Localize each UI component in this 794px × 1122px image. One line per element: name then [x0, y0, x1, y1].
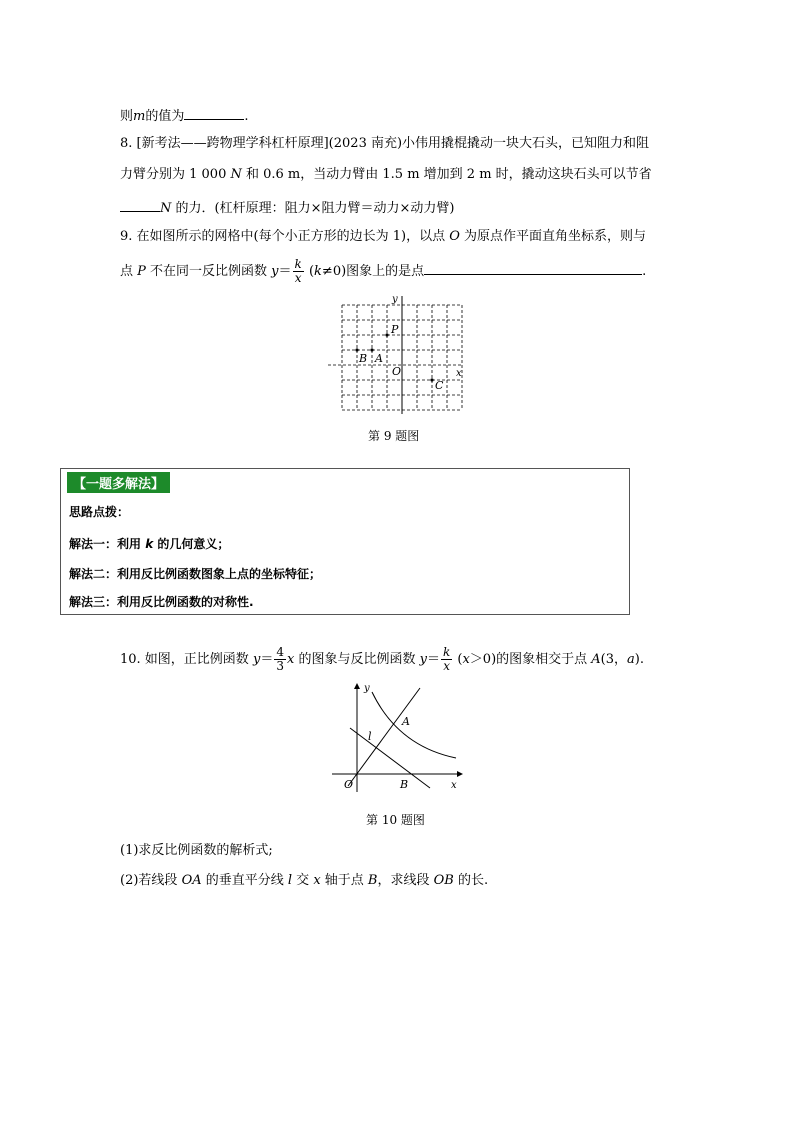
- method-2: 解法二：利用反比例函数图象上点的坐标特征；: [69, 567, 322, 581]
- q10-coord-pre: (3，: [600, 652, 628, 667]
- q9-label-p: P: [391, 323, 399, 336]
- q10-frac1-den: 3: [276, 659, 284, 673]
- q10-sub2-oa: OA: [181, 873, 202, 888]
- method-1-k: k: [145, 537, 154, 551]
- q9-point-b: [355, 348, 358, 351]
- q10-sub2-ob: OB: [433, 873, 454, 888]
- q9-point-a: [370, 348, 373, 351]
- q10-sub2-b: B: [367, 873, 378, 888]
- q10-sub2-end: 的长.: [453, 873, 489, 888]
- q9-frac-den: x: [294, 271, 302, 285]
- q10-coord-post: ).: [634, 652, 644, 667]
- q9-fraction: [293, 258, 304, 285]
- q10-label-x: x: [451, 780, 457, 791]
- q8-answer-blank[interactable]: [120, 197, 160, 212]
- q10-caption: 第 10 题图: [366, 813, 425, 827]
- methods-hint: 思路点拨：: [69, 505, 130, 519]
- q9-label-c: C: [435, 379, 444, 392]
- q8-line2-text2: 和 0.6 m，当动力臂由 1.5 m 增加到 2 m 时，撬动这块石头可以节省: [241, 167, 652, 182]
- q9-answer-blank[interactable]: [424, 260, 642, 275]
- q8-line2: [120, 166, 652, 184]
- method-1-text: 解法一：利用: [69, 537, 146, 551]
- q10-var-y1: y: [252, 652, 261, 667]
- q10-label-a: A: [402, 715, 410, 728]
- q10-figure: [330, 680, 470, 800]
- q9-label-b: B: [359, 352, 368, 365]
- q10-sub2-text4: 轴于点: [320, 873, 368, 888]
- q9-caption: 第 9 题图: [368, 429, 420, 443]
- q10-frac2-den: x: [443, 659, 450, 673]
- q10-cond-x: x: [462, 652, 470, 667]
- q9-text3: 点: [120, 264, 138, 279]
- q9-line2: [120, 258, 646, 285]
- q10-cond-pre: (: [453, 652, 463, 667]
- q9-line1: [120, 228, 646, 246]
- q8-line3: [120, 197, 454, 218]
- q10-line-proportional: [348, 688, 420, 786]
- q10-label-y: y: [364, 683, 370, 694]
- q10-sub2-text1: (2)若线段: [120, 873, 182, 888]
- q9-var-p: P: [137, 264, 146, 279]
- q10-eq1: ＝: [260, 652, 274, 667]
- q10-line-l: [350, 728, 430, 788]
- q9-point-c: [430, 378, 433, 381]
- q10-sub2-x: x: [313, 873, 321, 888]
- q10-text1: 10. 如图，正比例函数: [120, 652, 253, 667]
- q9-var-y: y: [271, 264, 279, 279]
- q10-label-o: O: [344, 778, 354, 791]
- q10-sub2-text2: 的垂直平分线: [201, 873, 288, 888]
- q9-frac-num: k: [294, 257, 302, 271]
- q10-sub2-l: l: [287, 873, 293, 888]
- q7-text: 则: [120, 109, 134, 124]
- q10-sub2-text3: 交: [292, 873, 314, 888]
- q10-frac1-num: 4: [276, 645, 284, 659]
- q9-var-o: O: [449, 229, 460, 244]
- q9-end: .: [642, 264, 647, 279]
- q10-eq2: ＝: [426, 652, 440, 667]
- q9-label-o: O: [392, 365, 402, 378]
- q10-frac2-num: k: [442, 645, 451, 659]
- q10-var-x1: x: [286, 652, 295, 667]
- q10-fraction2: [441, 646, 452, 673]
- q8-line1: 8. [新考法——跨物理学科杠杆原理](2023 南充)小伟用撬棍撬动一块大石头，已知阻力和阻: [120, 136, 650, 151]
- q7-tail-line: [120, 105, 249, 126]
- q9-text2: 为原点作平面直角坐标系，则与: [459, 229, 647, 244]
- q10-sub1: (1)求反比例函数的解析式;: [120, 843, 273, 858]
- q10-coord-a: a: [627, 652, 635, 667]
- q9-label-y: y: [392, 294, 398, 305]
- q8-unit-n: N: [230, 167, 242, 182]
- q8-unit-n2: N: [160, 201, 172, 216]
- q8-line2-text: 力臂分别为 1 000: [120, 167, 231, 182]
- q9-text1: 9. 在如图所示的网格中(每个小正方形的边长为 1)，以点: [120, 229, 450, 244]
- q8-line3-text: 的力．(杠杆原理：阻力×阻力臂＝动力×动力臂): [171, 201, 455, 216]
- q7-answer-blank[interactable]: [184, 105, 244, 120]
- q9-point-p: [385, 333, 388, 336]
- q9-grid-figure: [328, 292, 468, 417]
- q10-fraction1: [274, 646, 286, 673]
- q9-label-a: A: [375, 352, 383, 365]
- q9-cond-pre: (: [304, 264, 315, 279]
- q10-label-l: l: [368, 730, 372, 743]
- q9-text4: 不在同一反比例函数: [145, 264, 272, 279]
- q7-text2: 的值为: [145, 109, 185, 124]
- q10-var-y2: y: [419, 652, 427, 667]
- q9-label-x: x: [456, 368, 462, 379]
- q10-hyperbola: [372, 692, 456, 758]
- q9-cond-post: ≠0)图象上的是点: [321, 264, 425, 279]
- q7-end: .: [244, 109, 249, 124]
- q10-cond-post: ＞0)的图象相交于点: [469, 652, 592, 667]
- q10-sub2: [120, 872, 488, 890]
- method-1: [69, 535, 229, 552]
- method-1-text2: 的几何意义；: [153, 537, 230, 551]
- q9-cond-k: k: [314, 264, 322, 279]
- methods-box: [60, 468, 630, 615]
- q9-eq: ＝: [278, 264, 292, 279]
- method-3: 解法三：利用反比例函数的对称性.: [69, 595, 254, 609]
- q10-line1: [120, 646, 644, 673]
- q7-var-m: m: [133, 109, 146, 124]
- q10-text2: 的图象与反比例函数: [294, 652, 420, 667]
- q10-sub2-text5: ，求线段: [377, 873, 434, 888]
- q10-point-a: A: [591, 652, 601, 667]
- methods-tag: 【一题多解法】: [67, 472, 170, 493]
- q10-label-b: B: [400, 778, 409, 791]
